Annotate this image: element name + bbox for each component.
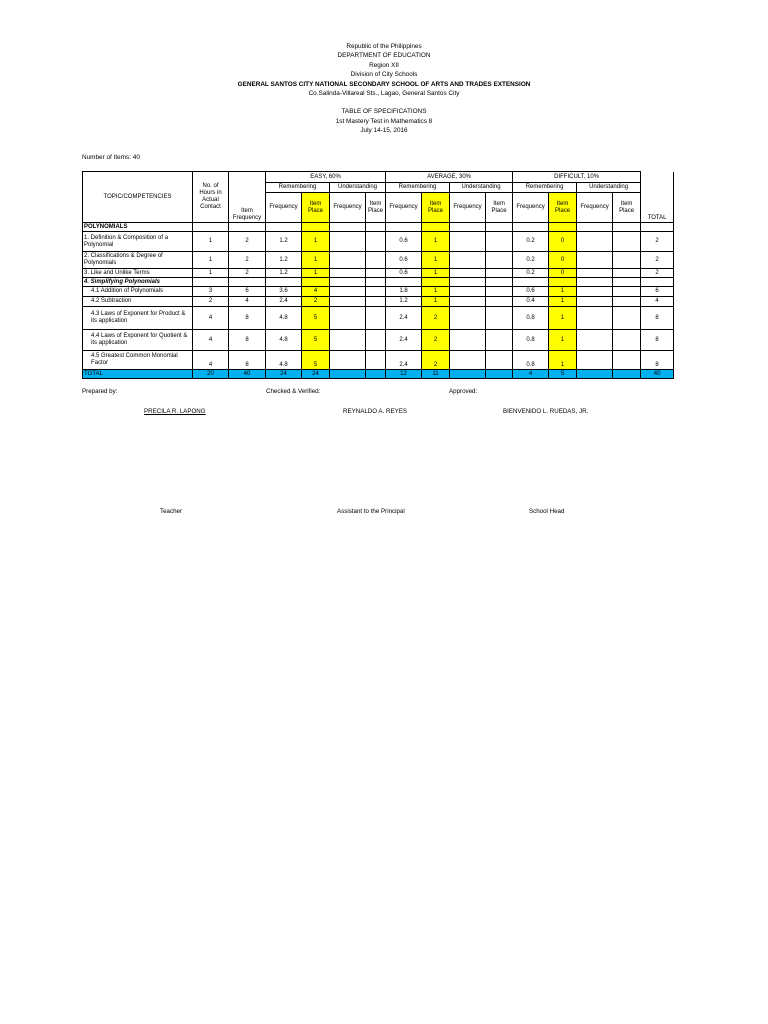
difficult-und-item-place: Item Place	[613, 193, 641, 223]
division-line: Division of City Schools	[350, 71, 418, 79]
number-of-items: Number of Items: 40	[82, 154, 140, 161]
difficult-remembering: Remembering	[513, 183, 577, 193]
checked-verified-label: Checked & Verified:	[266, 388, 321, 395]
table-row: 2. Classifications & Degree of Polynomials 1 2 1.2 1 0.6 1 0.2 0 2	[83, 252, 674, 269]
document-header	[0, 42, 768, 136]
average-remembering: Remembering	[386, 183, 450, 193]
easy-header: EASY, 60%	[266, 172, 386, 183]
average-und-frequency: Frequency	[450, 193, 486, 223]
region-line: Region XII	[369, 61, 399, 69]
document-title: TABLE OF SPECIFICATIONS	[341, 108, 427, 116]
total-row: TOTAL 20 40 24 24 12 11 4 5 40	[83, 370, 674, 379]
school-head-role: School Head	[529, 508, 565, 515]
easy-rem-item-place: Item Place	[302, 193, 330, 223]
table-row: 4.5 Greatest Common Monomial Factor 4 8 4.8 5 2.4 2 0.8 1 8	[83, 351, 674, 370]
school-address: Co.Salinda-Villareal Sts., Lagao, General Santos City	[308, 90, 460, 98]
average-understanding: Understanding	[450, 183, 513, 193]
item-frequency-header: Item Frequency	[229, 172, 266, 223]
test-name: 1st Mastery Test in Mathematics 8	[335, 117, 433, 125]
table-row: 4.1 Addition of Polynomials 3 6 3.6 4 1.8 1 0.6 1 6	[83, 287, 674, 297]
assistant-principal-role: Assistant to the Principal	[337, 508, 405, 515]
average-rem-item-place: Item Place	[422, 193, 450, 223]
school-head-name: BIENVENIDO L. RUEDAS, JR.	[503, 408, 589, 415]
prepared-by-label: Prepared by:	[82, 388, 118, 395]
approved-label: Approved:	[449, 388, 478, 395]
easy-und-frequency: Frequency	[330, 193, 366, 223]
table-row: 4.4 Laws of Exponent for Quotient & its application 4 8 4.8 5 2.4 2 0.8 1 8	[83, 330, 674, 351]
average-rem-frequency: Frequency	[386, 193, 422, 223]
subsection-heading: 4. Simplifying Polynomials	[83, 278, 193, 287]
difficult-und-frequency: Frequency	[577, 193, 613, 223]
table-row: 4.3 Laws of Exponent for Product & its application 4 8 4.8 5 2.4 2 0.8 1 8	[83, 307, 674, 330]
difficult-rem-item-place: Item Place	[549, 193, 577, 223]
easy-understanding: Understanding	[330, 183, 386, 193]
republic-line: Republic of the Philippines	[346, 43, 422, 50]
table-row: 3. Like and Unlike Terms 1 2 1.2 1 0.6 1 0.2 0 2	[83, 269, 674, 278]
average-und-item-place: Item Place	[486, 193, 513, 223]
easy-und-item-place: Item Place	[366, 193, 386, 223]
table-row: 1. Definition & Composition of a Polynomial 1 2 1.2 1 0.6 1 0.2 0 2	[83, 232, 674, 252]
teacher-role: Teacher	[160, 508, 183, 515]
topic-header: TOPIC/COMPETENCIES	[83, 172, 193, 223]
teacher-name: PRECILA R. LAPONG	[144, 408, 206, 415]
total-header: TOTAL	[641, 172, 674, 223]
difficult-header: DIFFICULT, 10%	[513, 172, 641, 183]
test-date: July 14-15, 2016	[360, 127, 408, 135]
specification-table	[82, 171, 674, 379]
average-header: AVERAGE, 30%	[386, 172, 513, 183]
easy-rem-frequency: Frequency	[266, 193, 302, 223]
deped-line: DEPARTMENT OF EDUCATION	[337, 52, 431, 60]
assistant-principal-name: REYNALDO A. REYES	[343, 408, 407, 415]
hours-header: No. of Hours in Actual Contact	[193, 172, 229, 223]
difficult-understanding: Understanding	[577, 183, 641, 193]
school-name: GENERAL SANTOS CITY NATIONAL SECONDARY SCHOOL OF ARTS AND TRADES EXTENSION	[237, 80, 531, 88]
table-row: 4.2 Subtraction 2 4 2.4 2 1.2 1 0.4 1 4	[83, 297, 674, 307]
difficult-rem-frequency: Frequency	[513, 193, 549, 223]
easy-remembering: Remembering	[266, 183, 330, 193]
section-heading: POLYNOMIALS	[83, 223, 193, 232]
